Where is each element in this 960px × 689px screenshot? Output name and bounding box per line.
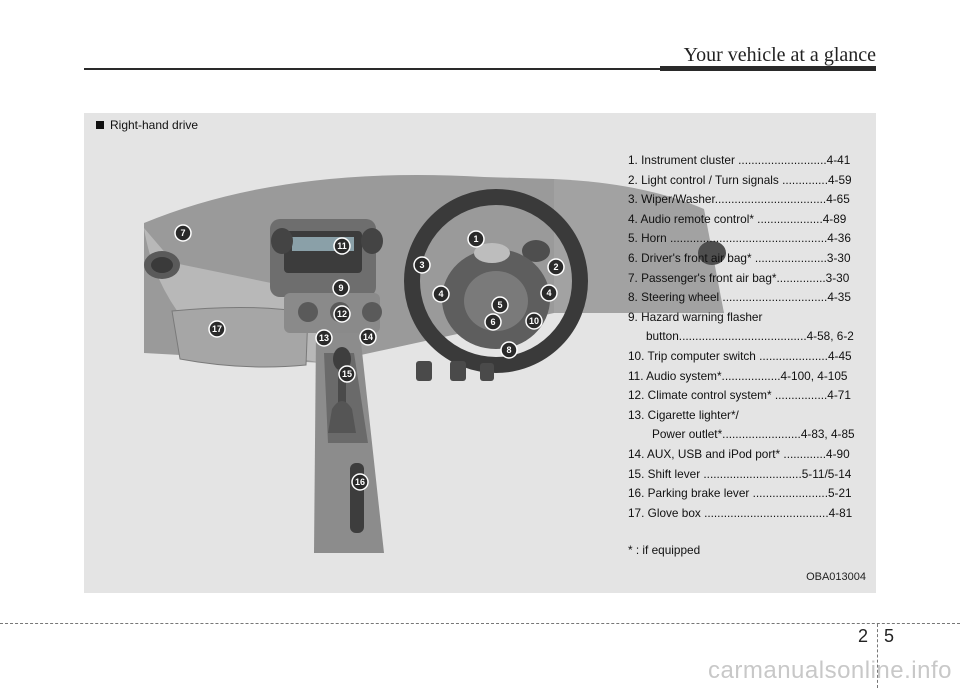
legend-item: 9. Hazard warning flasher xyxy=(628,309,763,324)
legend-item: 3. Wiper/Washer..................................4-65 xyxy=(628,192,850,207)
callout-number-5: 5 xyxy=(497,300,503,310)
chapter-number: 2 xyxy=(858,626,869,646)
legend-item-continuation: button.......................................4-58, 6-2 xyxy=(646,329,854,344)
legend-item: 15. Shift lever ..............................5-11/5-14 xyxy=(628,466,852,481)
callout-number-4b: 4 xyxy=(546,288,552,298)
legend-item: 14. AUX, USB and iPod port* .............4-90 xyxy=(628,446,850,461)
header-rule-accent xyxy=(660,66,876,71)
callout-number-13: 13 xyxy=(318,333,330,343)
legend-item: 7. Passenger's front air bag*...............3-30 xyxy=(628,270,850,285)
legend-item: 13. Cigarette lighter*/ xyxy=(628,407,739,422)
callout-number-3: 3 xyxy=(419,260,425,270)
page-number: 5 xyxy=(884,626,895,646)
watermark: carmanualsonline.info xyxy=(708,657,952,684)
legend-item: 12. Climate control system* ................4-71 xyxy=(628,388,851,403)
callout-number-12: 12 xyxy=(336,309,348,319)
callout-number-4a: 4 xyxy=(438,289,444,299)
callout-number-9: 9 xyxy=(338,283,344,293)
legend-item: 11. Audio system*..................4-100, 4-105 xyxy=(628,368,848,383)
callout-number-1: 1 xyxy=(473,234,479,244)
legend-item: 6. Driver's front air bag* ......................3-30 xyxy=(628,250,851,265)
callout-number-16: 16 xyxy=(354,477,366,487)
callout-number-8: 8 xyxy=(506,345,512,355)
callout-number-6: 6 xyxy=(490,317,496,327)
figure-caption xyxy=(96,118,198,132)
callout-number-2: 2 xyxy=(553,262,559,272)
callout-number-17: 17 xyxy=(211,324,223,334)
legend-item: 10. Trip computer switch .....................4-45 xyxy=(628,348,852,363)
callout-number-10: 10 xyxy=(528,316,540,326)
legend-item: 2. Light control / Turn signals ..............4-59 xyxy=(628,172,852,187)
figure-code: OBA013004 xyxy=(806,571,866,583)
caption-bullet-icon xyxy=(96,121,104,129)
figure-caption-text: Right-hand drive xyxy=(110,118,199,132)
header-title: Your vehicle at a glance xyxy=(683,44,876,66)
legend-item: 1. Instrument cluster ...........................4-41 xyxy=(628,153,851,167)
legend-item: 8. Steering wheel ................................4-35 xyxy=(628,290,851,305)
legend-item-continuation: Power outlet*........................4-83, 4-85 xyxy=(652,427,855,442)
footer-rule xyxy=(0,623,960,624)
callout-number-15: 15 xyxy=(341,369,353,379)
legend-item: 4. Audio remote control* ....................4-89 xyxy=(628,211,847,226)
figure-panel xyxy=(84,113,876,593)
callout-number-11: 11 xyxy=(337,241,347,251)
legend-list xyxy=(628,151,864,561)
legend-note: * : if equipped xyxy=(628,543,701,558)
callout-number-14: 14 xyxy=(362,332,374,342)
legend-item: 16. Parking brake lever .......................5-21 xyxy=(628,486,852,501)
callout-number-7: 7 xyxy=(180,228,186,238)
legend-item: 5. Horn ................................................4-36 xyxy=(628,231,851,246)
legend-item: 17. Glove box ......................................4-81 xyxy=(628,505,853,520)
